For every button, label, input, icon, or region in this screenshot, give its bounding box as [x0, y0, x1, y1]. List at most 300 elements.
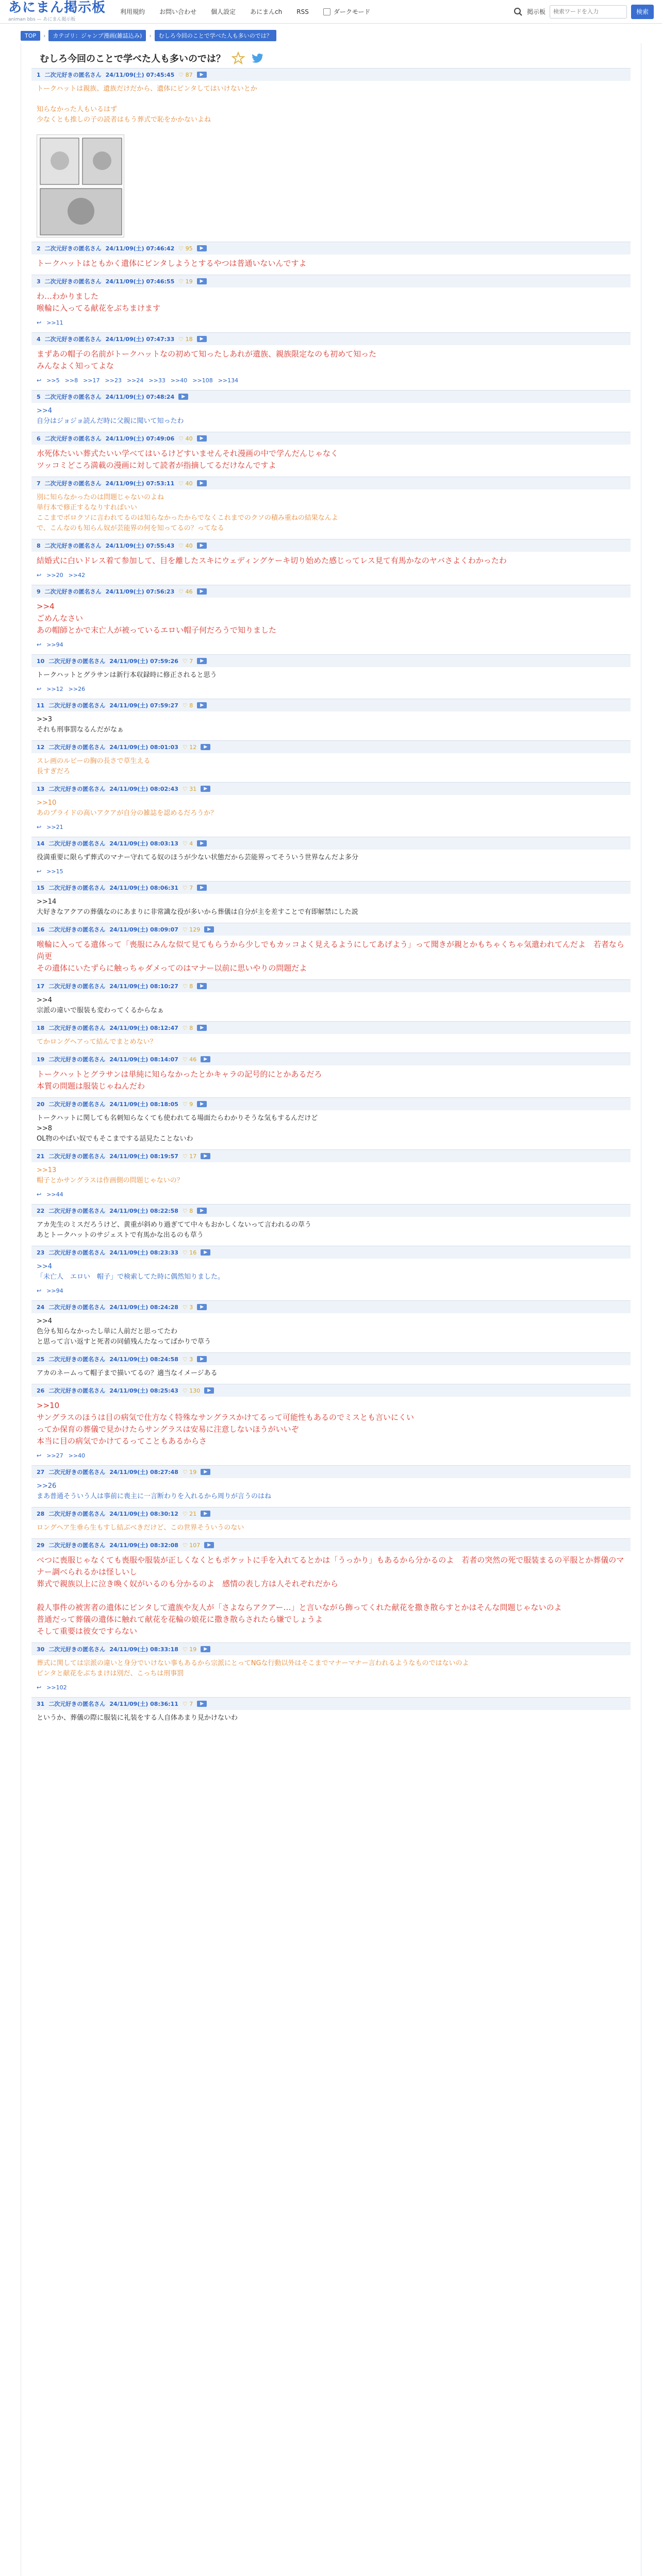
- post: [31, 68, 631, 238]
- post-reply-button[interactable]: ▶: [197, 1025, 207, 1031]
- post-meta: [31, 1465, 631, 1478]
- post-body: てかロングヘアって結んでまとめない？: [37, 1038, 157, 1046]
- heart-icon: ♡: [182, 1056, 190, 1063]
- post-author: 二次元好きの匿名さん: [44, 336, 102, 343]
- post-reply-button[interactable]: ▶: [204, 1542, 214, 1548]
- like-count-value: 12: [189, 743, 197, 751]
- post-like-count[interactable]: [183, 1249, 196, 1256]
- reply-arrow-icon: ↩: [37, 377, 42, 384]
- post-date: 24/11/09(土) 08:09:07: [109, 926, 178, 933]
- post: [31, 275, 631, 332]
- reply-arrow-icon: ↩: [37, 1287, 42, 1294]
- post-reply-button[interactable]: ▶: [197, 480, 207, 486]
- post-author: 二次元好きの匿名さん: [48, 1356, 106, 1363]
- post-meta: [31, 740, 631, 753]
- post-like-count[interactable]: [183, 885, 193, 891]
- post-like-count[interactable]: [178, 278, 192, 285]
- search-scope-select[interactable]: 掲示板: [526, 8, 545, 15]
- post-author: 二次元好きの匿名さん: [48, 658, 106, 665]
- post-number[interactable]: 26: [37, 1387, 45, 1394]
- nav-settings[interactable]: 個人設定: [211, 8, 236, 15]
- post-number[interactable]: 22: [37, 1207, 45, 1214]
- post-number[interactable]: 9: [37, 588, 41, 595]
- reply-link[interactable]: >>108: [192, 377, 213, 384]
- post: [31, 539, 631, 585]
- post-meta: [31, 1507, 631, 1520]
- reply-arrow-icon: ↩: [37, 319, 42, 326]
- post-number[interactable]: 24: [37, 1303, 45, 1311]
- post-reply-button[interactable]: ▶: [197, 588, 207, 595]
- post-meta: [31, 1149, 631, 1162]
- reply-arrow-icon: ↩: [37, 1452, 42, 1459]
- post-number[interactable]: 15: [37, 884, 45, 891]
- post-reply-button[interactable]: ▶: [178, 394, 188, 400]
- like-count-value: 9: [189, 1100, 193, 1108]
- post-number[interactable]: 4: [37, 335, 41, 343]
- post-body: 別に知らなかったのは問題じゃないのよね 単行本で修正するなりすればいい ここまでボロクソに言われてるのは知らなかったからでなくこれまでのクソの積み重ねの結果なんよ で、こんなのも知らん奴が芸能界の何を知ってるの？ってなる: [37, 494, 338, 532]
- post-number[interactable]: 6: [37, 435, 41, 442]
- post-like-count[interactable]: [183, 1387, 200, 1394]
- reply-arrow-icon: ↩: [37, 1191, 42, 1198]
- twitter-share-icon[interactable]: [251, 52, 264, 65]
- post: [31, 782, 631, 837]
- post-reply-button[interactable]: ▶: [197, 245, 207, 251]
- dark-mode-checkbox[interactable]: [323, 8, 330, 15]
- heart-icon: ♡: [182, 926, 190, 933]
- reply-links: [31, 377, 631, 390]
- post-reply-button[interactable]: ▶: [197, 1701, 207, 1707]
- nav-rss[interactable]: RSS: [296, 8, 309, 15]
- post-meta: [31, 332, 631, 345]
- thread-main: [21, 43, 641, 2576]
- post-author: 二次元好きの匿名さん: [44, 72, 102, 78]
- reply-arrow-icon: ↩: [37, 1684, 42, 1691]
- post-number[interactable]: 20: [37, 1100, 45, 1108]
- post-like-count[interactable]: [178, 245, 192, 252]
- post-number[interactable]: 11: [37, 702, 45, 709]
- reply-link[interactable]: >>12: [46, 686, 63, 692]
- manga-panel-image: [37, 135, 124, 238]
- post-meta: [31, 837, 631, 850]
- post-date: 24/11/09(土) 08:36:11: [109, 1701, 178, 1707]
- like-count-value: 8: [189, 702, 193, 709]
- reply-link[interactable]: >>23: [105, 377, 122, 384]
- post-date: 24/11/09(土) 08:23:33: [109, 1249, 178, 1256]
- post-number[interactable]: 10: [37, 657, 45, 665]
- post-like-count[interactable]: [178, 588, 192, 595]
- heart-icon: ♡: [182, 1510, 190, 1517]
- post-reply-button[interactable]: ▶: [201, 1056, 210, 1062]
- reply-link[interactable]: >>15: [46, 868, 63, 875]
- post: [31, 332, 631, 390]
- like-count-value: 21: [189, 1510, 197, 1517]
- post-like-count[interactable]: [178, 480, 192, 487]
- heart-icon: ♡: [178, 542, 186, 549]
- post: [31, 585, 631, 654]
- thread-title: むしろ今回のことで学べた人も多いのでは？: [40, 54, 225, 64]
- heart-icon: ♡: [182, 1303, 190, 1311]
- post-date: 24/11/09(土) 07:48:24: [105, 394, 175, 400]
- reply-link[interactable]: >>134: [218, 377, 239, 384]
- post-like-count[interactable]: [183, 926, 200, 933]
- post-meta: [31, 1352, 631, 1365]
- search-button[interactable]: 検索: [631, 5, 654, 19]
- like-count-value: 7: [189, 884, 193, 891]
- post-date: 24/11/09(土) 08:18:05: [109, 1101, 178, 1108]
- post-date: 24/11/09(土) 08:22:58: [109, 1208, 178, 1214]
- post-date: 24/11/09(土) 07:49:06: [105, 435, 175, 442]
- post-reply-button[interactable]: ▶: [197, 702, 207, 708]
- like-count-value: 3: [189, 1355, 193, 1363]
- post-body: アカのネームって帽子まで描いてるの？適当なイメージある: [37, 1369, 218, 1377]
- dark-mode-label: ダークモード: [333, 8, 371, 15]
- post-body: というか、葬儀の際に服装に礼装をする人自体あまり見かけないわ: [37, 1714, 238, 1722]
- reply-links: [31, 1191, 631, 1204]
- reply-link[interactable]: >>44: [46, 1191, 63, 1198]
- reply-link[interactable]: >>17: [83, 377, 100, 384]
- reply-link[interactable]: >>27: [46, 1452, 63, 1459]
- like-count-value: 107: [189, 1541, 201, 1549]
- reply-link[interactable]: >>40: [68, 1452, 86, 1459]
- post-number[interactable]: 14: [37, 840, 45, 847]
- post-number[interactable]: 21: [37, 1153, 45, 1160]
- reply-arrow-icon: ↩: [37, 572, 42, 579]
- post-body: 結婚式に白いドレス着て参加して、目を離したスキにウェディングケーキ切り始めた感じってレス見て有馬かなのヤバさよくわかったわ: [37, 556, 507, 565]
- post-reply-button[interactable]: ▶: [197, 336, 207, 342]
- post: [31, 1149, 631, 1204]
- post-reply-button[interactable]: ▶: [197, 658, 207, 664]
- breadcrumb-thread[interactable]: むしろ今回のことで学べた人も多いのでは？: [155, 30, 276, 41]
- heart-icon: ♡: [182, 785, 190, 792]
- post-author: 二次元好きの匿名さん: [44, 278, 102, 285]
- logo-title[interactable]: あにまん掲示板: [8, 0, 106, 15]
- post-like-count[interactable]: [183, 1701, 193, 1707]
- post-date: 24/11/09(土) 08:25:43: [109, 1387, 178, 1394]
- post-reply-button[interactable]: ▶: [201, 1469, 210, 1475]
- post-body: トークハットは親族、遺族だけだから、遺体にピンタしてはいけないとか 知らなかった人もいるはず 少なくとも推しの子の読者はもう葬式で恥をかかないよね: [37, 85, 257, 124]
- heart-icon: ♡: [178, 588, 186, 595]
- like-count-value: 130: [189, 1387, 201, 1394]
- post-body: まずあの帽子の名前がトークハットなの初めて知ったしあれが遺族、親族限定なのも初めて知った みんなよく知ってよな: [37, 349, 377, 370]
- post-meta: [31, 1538, 631, 1551]
- post-reply-button[interactable]: ▶: [204, 1387, 214, 1394]
- reply-link[interactable]: >>5: [46, 377, 60, 384]
- post: [31, 1053, 631, 1097]
- reply-link[interactable]: >>24: [126, 377, 144, 384]
- post-number[interactable]: 8: [37, 542, 41, 549]
- post-author: 二次元好きの匿名さん: [48, 1101, 106, 1108]
- post-meta: [31, 1097, 631, 1110]
- post-like-count[interactable]: [183, 1304, 193, 1311]
- post-like-count[interactable]: [183, 1025, 193, 1031]
- reply-link[interactable]: >>102: [46, 1684, 67, 1691]
- post-body: ロングヘア生垂ら生もすし結ぶべきだけど、この世界そういうのない: [37, 1524, 244, 1532]
- post-author: 二次元好きの匿名さん: [48, 1056, 106, 1063]
- post-number[interactable]: 19: [37, 1056, 45, 1063]
- post-date: 24/11/09(土) 08:01:03: [109, 744, 178, 751]
- post: [31, 1246, 631, 1300]
- post-body: >>4 色分も知らなかったし単に人前だと思ってたわ と思って言い返すと死者の同値残んたなってばかりで草う: [37, 1317, 211, 1346]
- post-author: 二次元好きの匿名さん: [44, 543, 102, 549]
- post-like-count[interactable]: [178, 72, 192, 78]
- like-count-value: 3: [189, 1303, 193, 1311]
- post-author: 二次元好きの匿名さん: [44, 435, 102, 442]
- post: [31, 654, 631, 699]
- nav-contact[interactable]: お問い合わせ: [159, 8, 197, 15]
- reply-arrow-icon: ↩: [37, 868, 42, 875]
- post-number[interactable]: 2: [37, 245, 41, 252]
- post-like-count[interactable]: [178, 336, 192, 343]
- reply-links: [31, 572, 631, 585]
- post-like-count[interactable]: [183, 1153, 196, 1160]
- header-nav: [120, 7, 370, 16]
- post-date: 24/11/09(土) 08:14:07: [109, 1056, 178, 1063]
- post-like-count[interactable]: [183, 840, 193, 847]
- post-author: 二次元好きの匿名さん: [48, 1249, 106, 1256]
- like-count-value: 31: [189, 785, 197, 792]
- post-number[interactable]: 31: [37, 1700, 45, 1707]
- heart-icon: ♡: [178, 71, 186, 78]
- heart-icon: ♡: [182, 1355, 190, 1363]
- post-date: 24/11/09(土) 07:46:55: [105, 278, 175, 285]
- post-reply-button[interactable]: ▶: [197, 72, 207, 78]
- post-number[interactable]: 3: [37, 278, 41, 285]
- post-like-count[interactable]: [178, 543, 192, 549]
- like-count-value: 8: [189, 1207, 193, 1214]
- post-reply-button[interactable]: ▶: [197, 278, 207, 284]
- post-body: >>4 自分はジョジョ読んだ時に父親に聞いて知ったわ: [37, 407, 184, 425]
- post-number[interactable]: 25: [37, 1355, 45, 1363]
- heart-icon: ♡: [182, 1249, 190, 1256]
- post-reply-button[interactable]: ▶: [201, 1153, 210, 1159]
- post-reply-button[interactable]: ▶: [197, 1356, 207, 1362]
- breadcrumb: [21, 30, 276, 41]
- post-reply-button[interactable]: ▶: [197, 983, 207, 989]
- post-meta: [31, 654, 631, 667]
- post-author: 二次元好きの匿名さん: [48, 702, 106, 709]
- reply-link[interactable]: >>21: [46, 824, 63, 831]
- post-number[interactable]: 7: [37, 480, 41, 487]
- like-count-value: 18: [185, 335, 193, 343]
- post-author: 二次元好きの匿名さん: [48, 1701, 106, 1707]
- post-author: 二次元好きの匿名さん: [48, 885, 106, 891]
- heart-icon: ♡: [182, 743, 190, 751]
- post-reply-button[interactable]: ▶: [201, 744, 210, 750]
- post: [31, 1642, 631, 1697]
- post-meta: [31, 881, 631, 894]
- heart-icon: ♡: [182, 982, 190, 990]
- post-body: スレ画のルビーの胸の長さで草生える 長すぎだろ: [37, 757, 151, 775]
- post-meta: [31, 275, 631, 287]
- post-reply-button[interactable]: ▶: [197, 1208, 207, 1214]
- post-number[interactable]: 23: [37, 1249, 45, 1256]
- heart-icon: ♡: [182, 1387, 190, 1394]
- post-like-count[interactable]: [183, 983, 193, 990]
- post-like-count[interactable]: [183, 702, 193, 709]
- reply-links: [31, 824, 631, 837]
- post-number[interactable]: 16: [37, 926, 45, 933]
- post-reply-button[interactable]: ▶: [201, 1646, 210, 1652]
- post-reply-button[interactable]: ▶: [201, 786, 210, 792]
- post-like-count[interactable]: [183, 1646, 196, 1653]
- like-count-value: 19: [185, 278, 193, 285]
- reply-link[interactable]: >>94: [46, 1287, 63, 1294]
- search-icon: [514, 7, 523, 16]
- post: [31, 1697, 631, 1728]
- post-number[interactable]: 27: [37, 1468, 45, 1476]
- like-count-value: 17: [189, 1153, 197, 1160]
- post-date: 24/11/09(土) 07:53:11: [105, 480, 175, 487]
- post-body: >>10 サングラスのほうは目の病気で仕方なく特殊なサングラスかけてるって可能性もあるのでミスとも言いにくい ってか保育の葬儀で見かけたらサングラスは安易に注意しないほうがいいぞ 本当に目の病気でかけてるってこともあるからさ: [37, 1401, 415, 1446]
- post-image[interactable]: [37, 134, 124, 238]
- post-reply-button[interactable]: ▶: [204, 926, 214, 933]
- post-reply-button[interactable]: ▶: [197, 1304, 207, 1310]
- post-number[interactable]: 1: [37, 71, 41, 78]
- post-meta: [31, 923, 631, 936]
- post-author: 二次元好きの匿名さん: [44, 588, 102, 595]
- post-author: 二次元好きの匿名さん: [48, 744, 106, 751]
- post-body: トークハットとグラサンは新行本収録時に修正されると思う: [37, 671, 217, 679]
- post-meta: [31, 1642, 631, 1655]
- post: [31, 1300, 631, 1352]
- post-like-count[interactable]: [183, 786, 196, 792]
- like-count-value: 40: [185, 542, 193, 549]
- site-logo[interactable]: [8, 1, 106, 22]
- reply-link[interactable]: >>20: [46, 572, 63, 579]
- logo-subtitle: animan bbs — あにまん掲示板: [8, 17, 76, 22]
- post: [31, 1538, 631, 1642]
- reply-link[interactable]: >>26: [68, 686, 86, 692]
- post-reply-button[interactable]: ▶: [197, 1101, 207, 1107]
- post-like-count[interactable]: [183, 1469, 196, 1476]
- post-date: 24/11/09(土) 07:55:43: [105, 543, 175, 549]
- post: [31, 740, 631, 782]
- post: [31, 881, 631, 923]
- nav-terms[interactable]: 利用規約: [120, 8, 145, 15]
- heart-icon: ♡: [182, 884, 190, 891]
- post-body: >>13 帽子とかサングラスは作画側の問題じゃないの？: [37, 1166, 184, 1184]
- post-like-count[interactable]: [183, 1356, 193, 1363]
- like-count-value: 87: [185, 71, 193, 78]
- reply-link[interactable]: >>11: [46, 319, 63, 326]
- like-count-value: 46: [185, 588, 193, 595]
- post-reply-button[interactable]: ▶: [197, 840, 207, 846]
- post-meta: [31, 979, 631, 992]
- post: [31, 1204, 631, 1246]
- post-body: トークハットに関しても名刺知らなくても使われてる場面たらわかりそうな気もするんだけど >>8 OL物のやばい奴でもそこまでする話見たことないわ: [37, 1114, 318, 1143]
- post-body: 水死体たいい葬式たいい学べてはいるけどすいませんそれ漫画の中で学んだんじゃなく ツッコミどころ満載の漫画に対して読者が指摘してるだけなんですよ: [37, 449, 339, 470]
- post-number[interactable]: 5: [37, 393, 41, 400]
- post-date: 24/11/09(土) 08:24:58: [109, 1356, 178, 1363]
- heart-icon: ♡: [178, 435, 186, 442]
- post-author: 二次元好きの匿名さん: [48, 840, 106, 847]
- post-number[interactable]: 30: [37, 1646, 45, 1653]
- like-count-value: 7: [189, 1700, 193, 1707]
- post-like-count[interactable]: [178, 435, 192, 442]
- reply-link[interactable]: >>94: [46, 641, 63, 648]
- reply-link[interactable]: >>42: [68, 572, 86, 579]
- post-body: >>14 大好きなアクアの葬儀なのにあまりに非常識な役が多いから葬儀は自分が主を差すことで有即解禁にした説: [37, 898, 358, 916]
- favorite-star-icon[interactable]: [231, 52, 245, 65]
- like-count-value: 46: [189, 1056, 197, 1063]
- heart-icon: ♡: [178, 480, 186, 487]
- post-author: 二次元好きの匿名さん: [48, 1153, 106, 1160]
- heart-icon: ♡: [178, 335, 186, 343]
- post-meta: [31, 477, 631, 489]
- post-date: 24/11/09(土) 08:19:57: [109, 1153, 178, 1160]
- post-meta: [31, 585, 631, 598]
- reply-links: [31, 641, 631, 654]
- breadcrumb-separator: ›: [149, 32, 152, 39]
- post-meta: [31, 1384, 631, 1397]
- nav-animanch[interactable]: あにまんch: [250, 8, 283, 15]
- post-number[interactable]: 13: [37, 785, 45, 792]
- post-author: 二次元好きの匿名さん: [44, 245, 102, 252]
- post-date: 24/11/09(土) 08:10:27: [109, 983, 178, 990]
- reply-arrow-icon: ↩: [37, 824, 42, 831]
- post-date: 24/11/09(土) 08:12:47: [109, 1025, 178, 1031]
- reply-link[interactable]: >>33: [148, 377, 166, 384]
- post: [31, 1465, 631, 1507]
- breadcrumb-category[interactable]: カテゴリ：ジャンプ漫画(雑誌込み): [48, 30, 146, 41]
- post-meta: [31, 1204, 631, 1217]
- post-reply-button[interactable]: ▶: [197, 435, 207, 442]
- post-author: 二次元好きの匿名さん: [48, 983, 106, 990]
- post: [31, 1021, 631, 1053]
- post-like-count[interactable]: [183, 1542, 200, 1549]
- like-count-value: 129: [189, 926, 201, 933]
- post-like-count[interactable]: [183, 1208, 193, 1214]
- post-like-count[interactable]: [183, 1511, 196, 1517]
- heart-icon: ♡: [182, 1646, 190, 1653]
- post-author: 二次元好きの匿名さん: [48, 1025, 106, 1031]
- post-number[interactable]: 12: [37, 743, 45, 751]
- post: [31, 1507, 631, 1538]
- like-count-value: 8: [189, 1024, 193, 1031]
- post-number[interactable]: 17: [37, 982, 45, 990]
- post-body: >>4 宗派の違いで服装も変わってくるからなぁ: [37, 996, 164, 1014]
- post-date: 24/11/09(土) 08:24:28: [109, 1304, 178, 1311]
- post-reply-button[interactable]: ▶: [201, 1249, 210, 1256]
- reply-link[interactable]: >>8: [64, 377, 78, 384]
- post-date: 24/11/09(土) 08:03:13: [109, 840, 178, 847]
- reply-links: [31, 319, 631, 332]
- post-reply-button[interactable]: ▶: [197, 543, 207, 549]
- post-reply-button[interactable]: ▶: [201, 1511, 210, 1517]
- post-like-count[interactable]: [183, 658, 193, 665]
- post-like-count[interactable]: [183, 744, 196, 751]
- post-number[interactable]: 28: [37, 1510, 45, 1517]
- like-count-value: 19: [189, 1646, 197, 1653]
- post-date: 24/11/09(土) 07:45:45: [105, 72, 175, 78]
- post-meta: [31, 1021, 631, 1034]
- post-body: アカ先生のミスだろうけど、黄重が斜めり過ぎてて中々もおかしくないって言われるの草う あとトークハットのサジェストで有馬かな出るのも草う: [37, 1221, 311, 1239]
- heart-icon: ♡: [182, 1541, 190, 1549]
- reply-links: [31, 1452, 631, 1465]
- post-like-count[interactable]: [183, 1101, 193, 1108]
- post-meta: [31, 1697, 631, 1710]
- post-number[interactable]: 29: [37, 1541, 45, 1549]
- dark-mode-toggle[interactable]: [323, 7, 371, 16]
- post-like-count[interactable]: [183, 1056, 196, 1063]
- reply-link[interactable]: >>40: [170, 377, 188, 384]
- post-number[interactable]: 18: [37, 1024, 45, 1031]
- reply-links: [31, 1684, 631, 1697]
- post: [31, 1384, 631, 1465]
- breadcrumb-top[interactable]: TOP: [21, 31, 40, 41]
- post-reply-button[interactable]: ▶: [197, 885, 207, 891]
- search-input[interactable]: [550, 5, 627, 19]
